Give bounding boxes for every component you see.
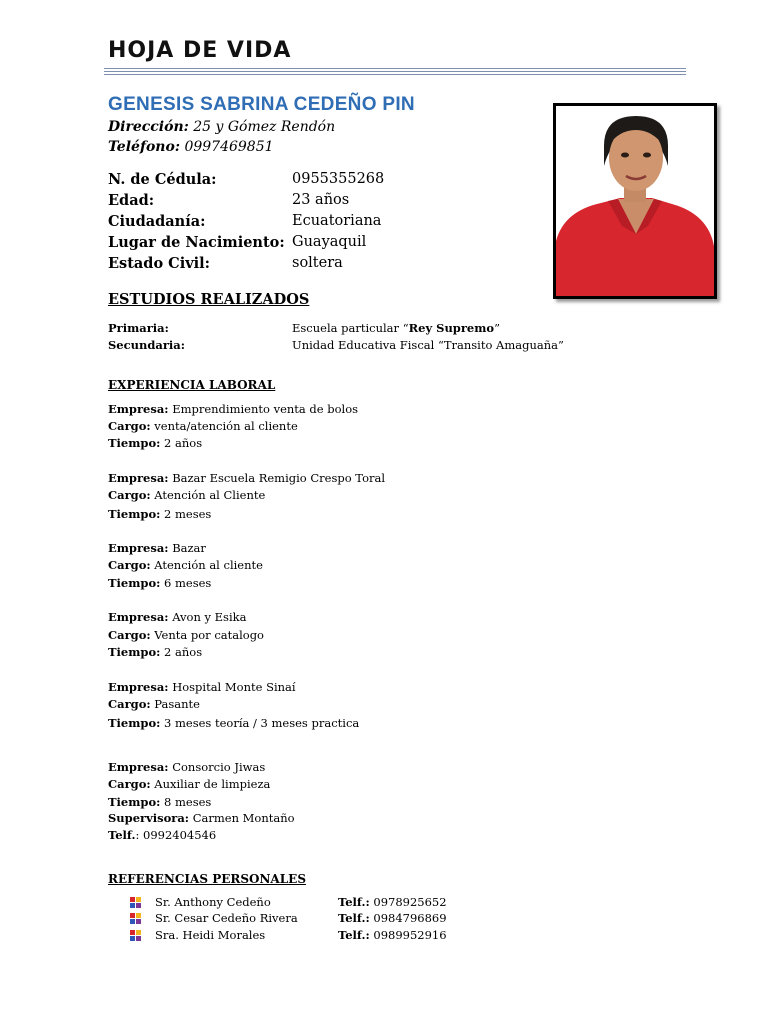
experience-heading: EXPERIENCIA LABORAL	[108, 378, 276, 392]
tiempo-value: 3 meses teoría / 3 meses practica	[164, 716, 360, 730]
job-cargo	[108, 558, 263, 574]
reference-telf-value: 0984796869	[373, 911, 447, 925]
references-heading: REFERENCIAS PERSONALES	[108, 872, 306, 886]
cargo-label: Cargo:	[108, 558, 151, 572]
detail-label: Ciudadanía:	[108, 213, 206, 230]
empresa-label: Empresa:	[108, 402, 169, 416]
studies-heading: ESTUDIOS REALIZADOS	[108, 291, 310, 308]
job-tiempo	[108, 436, 202, 452]
title-rule-top	[104, 68, 686, 69]
empresa-value: Hospital Monte Sinaí	[172, 680, 296, 694]
tiempo-label: Tiempo:	[108, 645, 161, 659]
empresa-value: Bazar Escuela Remigio Crespo Toral	[172, 471, 386, 485]
job-empresa	[108, 471, 385, 487]
job-empresa	[108, 610, 246, 626]
job-tiempo	[108, 576, 211, 592]
multicolor-square-bullet-icon	[130, 897, 141, 908]
primary-label: Primaria:	[108, 321, 169, 335]
job-empresa	[108, 541, 206, 557]
primary-value	[292, 321, 500, 335]
empresa-value: Emprendimiento venta de bolos	[172, 402, 359, 416]
job-empresa	[108, 680, 296, 696]
job-cargo	[108, 628, 264, 644]
cargo-label: Cargo:	[108, 777, 151, 791]
reference-name: Sr. Anthony Cedeño	[155, 895, 271, 909]
supervisora-value: Carmen Montaño	[192, 811, 295, 825]
reference-name: Sr. Cesar Cedeño Rivera	[155, 911, 298, 925]
reference-telf-label: Telf.:	[338, 928, 370, 942]
job-empresa	[108, 402, 358, 418]
reference-telf-label: Telf.:	[338, 895, 370, 909]
reference-telf-value: 0989952916	[373, 928, 447, 942]
job-cargo	[108, 777, 270, 793]
reference-telf-value: 0978925652	[373, 895, 447, 909]
title-rule-bottom	[104, 74, 686, 75]
primary-prefix: Escuela particular “	[292, 321, 409, 335]
telf-value: : 0992404546	[135, 828, 217, 842]
cargo-label: Cargo:	[108, 628, 151, 642]
primary-school-name: Rey Supremo	[408, 321, 495, 335]
multicolor-square-bullet-icon	[130, 930, 141, 941]
reference-phone	[338, 928, 447, 942]
detail-label: N. de Cédula:	[108, 171, 217, 188]
title-rule-middle	[104, 71, 686, 72]
job-telf	[108, 828, 216, 844]
job-tiempo	[108, 795, 211, 811]
cargo-label: Cargo:	[108, 488, 151, 502]
profile-photo	[553, 103, 717, 299]
empresa-label: Empresa:	[108, 541, 169, 555]
detail-label: Estado Civil:	[108, 255, 211, 272]
detail-value: Ecuatoriana	[292, 213, 382, 229]
profile-photo-illustration	[556, 106, 714, 296]
detail-label: Edad:	[108, 192, 155, 209]
tiempo-value: 2 meses	[164, 507, 212, 521]
primary-suffix: ”	[494, 321, 500, 335]
empresa-label: Empresa:	[108, 760, 169, 774]
reference-telf-label: Telf.:	[338, 911, 370, 925]
cargo-value: venta/atención al cliente	[154, 419, 298, 433]
supervisora-label: Supervisora:	[108, 811, 190, 825]
detail-value: 0955355268	[292, 171, 385, 187]
tiempo-label: Tiempo:	[108, 716, 161, 730]
job-tiempo	[108, 507, 211, 523]
empresa-value: Avon y Esika	[172, 610, 247, 624]
detail-value: Guayaquil	[292, 234, 367, 250]
phone-line	[108, 139, 274, 155]
tiempo-label: Tiempo:	[108, 436, 161, 450]
empresa-label: Empresa:	[108, 471, 169, 485]
tiempo-value: 8 meses	[164, 795, 212, 809]
reference-name: Sra. Heidi Morales	[155, 928, 266, 942]
job-supervisora	[108, 811, 295, 827]
cargo-value: Atención al cliente	[154, 558, 263, 572]
phone-label: Teléfono:	[108, 139, 180, 155]
empresa-label: Empresa:	[108, 610, 169, 624]
tiempo-value: 6 meses	[164, 576, 212, 590]
reference-phone	[338, 895, 447, 909]
tiempo-label: Tiempo:	[108, 795, 161, 809]
phone-value: 0997469851	[184, 139, 274, 155]
job-empresa	[108, 760, 265, 776]
cargo-value: Atención al Cliente	[154, 488, 266, 502]
detail-value: 23 años	[292, 192, 350, 208]
cargo-label: Cargo:	[108, 419, 151, 433]
empresa-label: Empresa:	[108, 680, 169, 694]
job-cargo	[108, 488, 265, 504]
job-tiempo	[108, 645, 202, 661]
secondary-value: Unidad Educativa Fiscal “Transito Amaguaña”	[292, 338, 564, 352]
job-cargo	[108, 419, 298, 435]
job-cargo	[108, 697, 200, 713]
reference-phone	[338, 911, 447, 925]
address-line	[108, 119, 335, 135]
empresa-value: Bazar	[172, 541, 206, 555]
address-value: 25 y Gómez Rendón	[193, 119, 336, 135]
multicolor-square-bullet-icon	[130, 913, 141, 924]
cargo-value: Venta por catalogo	[154, 628, 264, 642]
cargo-value: Auxiliar de limpieza	[154, 777, 271, 791]
cargo-value: Pasante	[154, 697, 200, 711]
detail-label: Lugar de Nacimiento:	[108, 234, 285, 251]
secondary-label: Secundaria:	[108, 338, 185, 352]
empresa-value: Consorcio Jiwas	[172, 760, 266, 774]
address-label: Dirección:	[108, 119, 189, 135]
tiempo-label: Tiempo:	[108, 576, 161, 590]
job-tiempo	[108, 716, 359, 732]
tiempo-value: 2 años	[164, 645, 203, 659]
person-name: GENESIS SABRINA CEDEÑO PIN	[108, 94, 415, 115]
telf-label: Telf.	[108, 828, 136, 842]
page-title: HOJA DE VIDA	[108, 38, 292, 63]
detail-value: soltera	[292, 255, 343, 271]
cargo-label: Cargo:	[108, 697, 151, 711]
tiempo-label: Tiempo:	[108, 507, 161, 521]
tiempo-value: 2 años	[164, 436, 203, 450]
